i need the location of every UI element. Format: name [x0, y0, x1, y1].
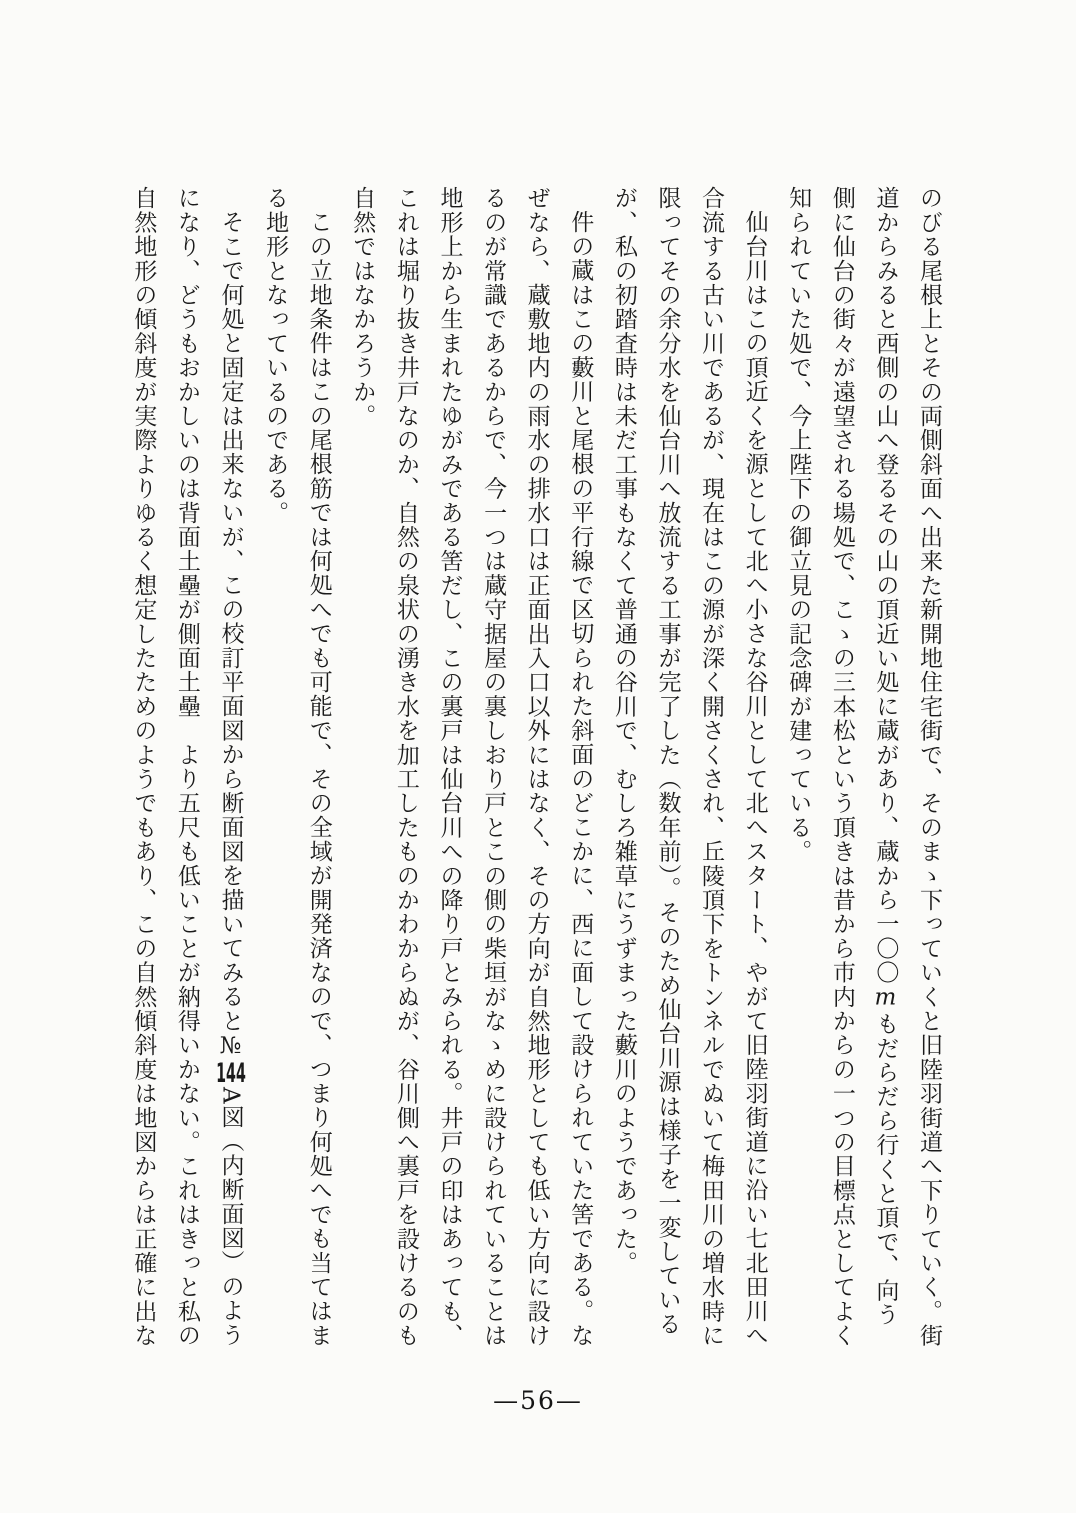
text-segment: のびる尾根上とその両側斜面へ出来た新開地住宅街で、そのまゝ下っていくと旧陸羽街道へ下りていく。街道からみると西側の山へ登るその山の頂近い処に蔵があり、蔵から一〇〇 — [872, 186, 942, 1348]
text-segment: 件の蔵はこの藪川と尾根の平行線で区切られた斜面のどこかに、西に面して設けられていた筈である。なぜなら、蔵敷地内の雨水の排水口は正面出入口以外にはなく、その方向が自然地形としても低い方向に設けるのが常識であるからで、今一つは蔵守据屋の裏しおり戸とこの側の柴垣がなゝめに設けられていることは地形上から生まれたゆがみである筈だし、この裏戸は仙台川への降り戸とみられる。井戸の印はあっても、これは堀り抜き井戸なのか、自然の泉状の湧き水を加工したものかわからぬが、谷川側へ裏戸を設けるのも自然ではなかろうか。 — [349, 186, 594, 1348]
paragraph — [601, 186, 775, 1350]
text-segment: この立地条件はこの尾根筋では何処へでも可能で、その全域が開発済なので、つまり何処へでも当てはまる地形となっているのである。 — [262, 186, 332, 1348]
vertical-text-block — [121, 186, 950, 1350]
text-segment: もだらだら行くと頂で、向う側に仙台の街々が遠望される場処で、こゝの三本松という頂きは昔から市内からの一つの目標点としてよく知られていた処で、今上陛下の御立見の記念碑が建っている。 — [785, 186, 899, 1348]
paragraph — [253, 186, 340, 1350]
text-segment: m — [872, 984, 899, 1012]
text-segment: そこで何処と固定は出来ないが、この校訂平面図から断面図を描いてみると№ — [217, 210, 244, 1060]
page-number: —56— — [493, 1386, 583, 1415]
figure-number: 144 — [216, 1060, 246, 1087]
paragraph — [121, 186, 253, 1350]
paragraph — [340, 186, 602, 1350]
paragraph — [776, 186, 950, 1350]
text-segment: A図（内断面図）のようになり、どうもおかしいのは背面土壘が側面土壘 より五尺も低いことが納得いかない。これはきっと私の自然地形の傾斜度が実際よりゆるく想定したためのようでもあり、この自然傾斜度は地図からは正確に出な — [130, 186, 244, 1348]
text-segment: 仙台川はこの頂近くを源として北へ小さな谷川として北へスタート、やがて旧陸羽街道に沿い七北田川へ合流する古い川であるが、現在はこの源が深く開さくされ、丘陵頂下をトンネルでぬいて梅田川の増水時に限ってその余分水を仙台川へ放流する工事が完了した（数年前）。そのため仙台川源は様子を一変しているが、私の初踏査時は未だ工事もなくて普通の谷川で、むしろ雑草にうずまった藪川のようであった。 — [610, 186, 768, 1348]
